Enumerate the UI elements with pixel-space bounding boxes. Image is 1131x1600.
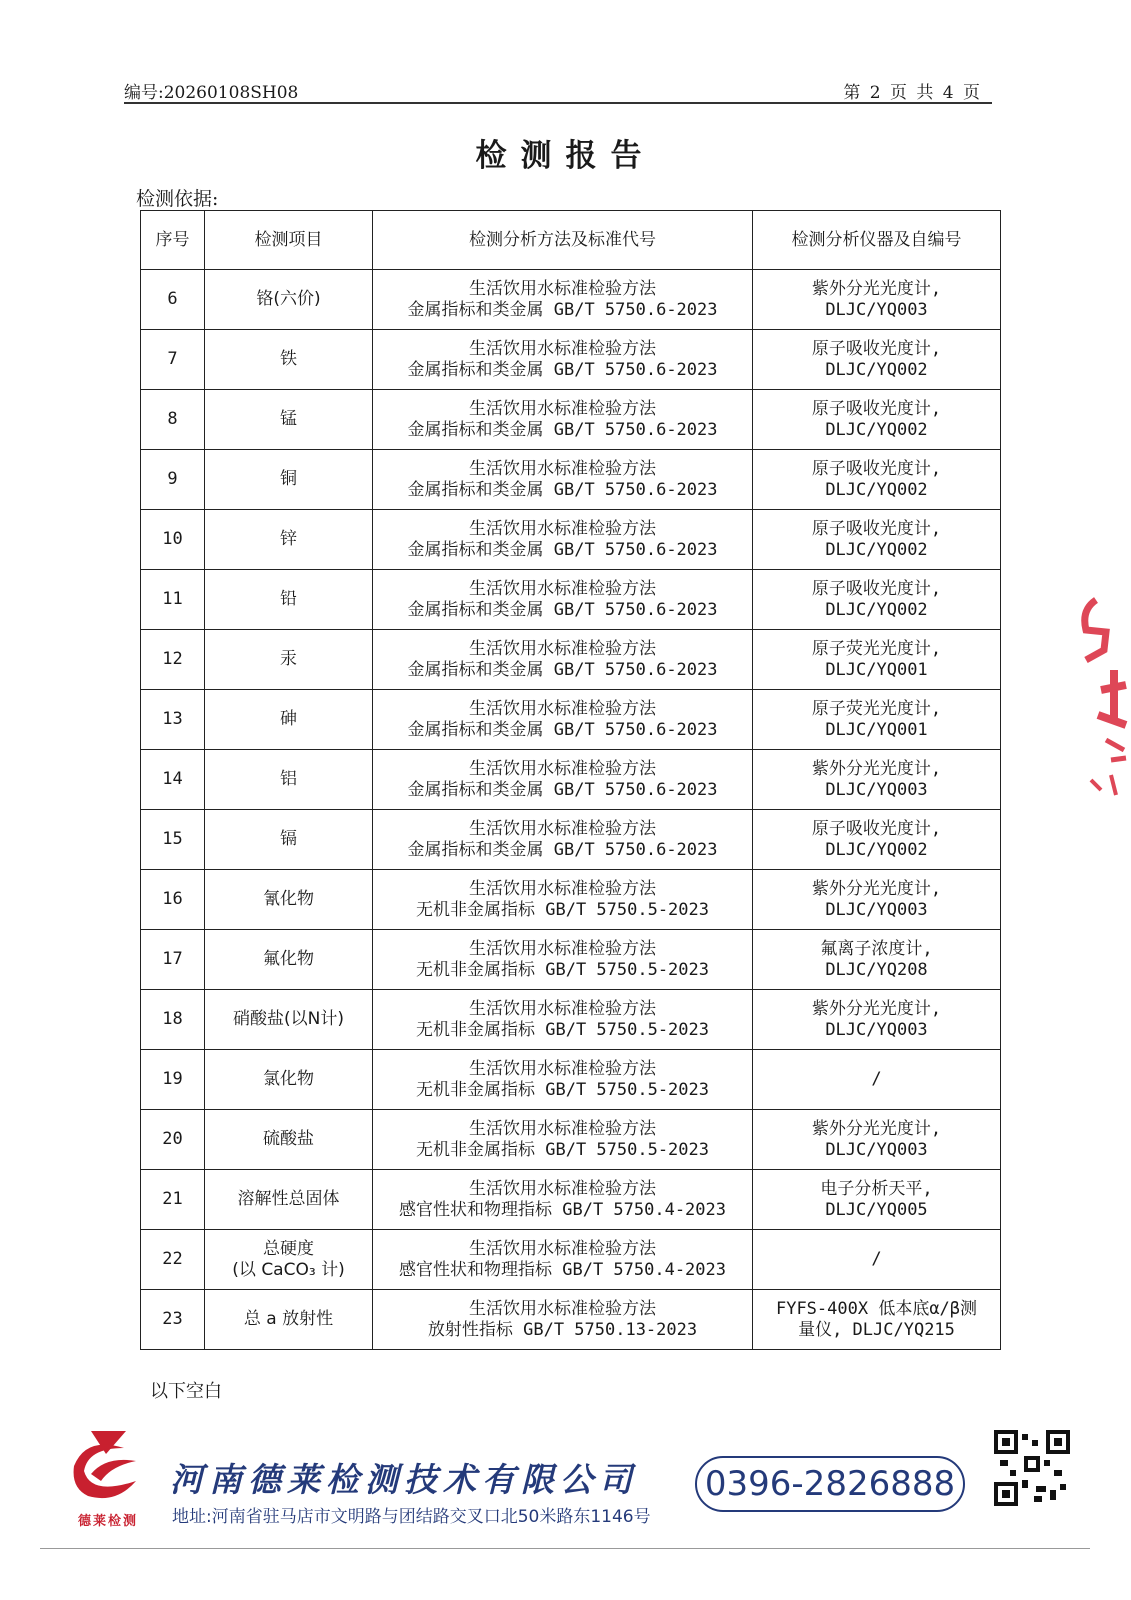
instrument-line-1: / xyxy=(871,1249,882,1269)
item-name: 铜 xyxy=(280,469,297,489)
report-header xyxy=(124,76,992,104)
method-line-2: 金属指标和类金属 GB/T 5750.6-2023 xyxy=(407,719,718,740)
instrument-line-1: 原子吸收光度计, xyxy=(811,458,942,479)
test-item xyxy=(205,690,373,750)
page-indicator: 第 2 页 共 4 页 xyxy=(843,83,982,103)
table-row xyxy=(141,930,1001,990)
method-line-2: 金属指标和类金属 GB/T 5750.6-2023 xyxy=(407,539,718,560)
row-number: 23 xyxy=(141,1290,205,1350)
table-header-row xyxy=(141,211,1001,270)
item-name: 锰 xyxy=(280,409,297,429)
method-line-1: 生活饮用水标准检验方法 xyxy=(469,698,656,719)
method-line-1: 生活饮用水标准检验方法 xyxy=(469,818,656,839)
row-number: 19 xyxy=(141,1050,205,1110)
item-name: 氯化物 xyxy=(263,1069,314,1089)
method-line-1: 生活饮用水标准检验方法 xyxy=(469,578,656,599)
instrument-line-2: 量仪, DLJC/YQ215 xyxy=(798,1319,955,1340)
seal-stamp-fragment xyxy=(1076,590,1131,800)
instrument-line-1: 紫外分光光度计, xyxy=(811,758,942,779)
instrument-line-1: 紫外分光光度计, xyxy=(811,998,942,1019)
table-row xyxy=(141,1230,1001,1290)
bottom-rule xyxy=(40,1548,1090,1549)
item-name: 砷 xyxy=(280,709,297,729)
table-row xyxy=(141,1170,1001,1230)
method-line-1: 生活饮用水标准检验方法 xyxy=(469,1058,656,1079)
instrument-cell xyxy=(753,870,1001,930)
item-name: 硝酸盐(以N计) xyxy=(233,1009,344,1029)
instrument-line-2: DLJC/YQ003 xyxy=(825,1139,928,1160)
method-cell xyxy=(373,990,753,1050)
method-cell xyxy=(373,810,753,870)
method-line-1: 生活饮用水标准检验方法 xyxy=(469,758,656,779)
test-item xyxy=(205,510,373,570)
method-cell xyxy=(373,1110,753,1170)
blank-note: 以下空白 xyxy=(150,1381,222,1402)
method-line-2: 金属指标和类金属 GB/T 5750.6-2023 xyxy=(407,659,718,680)
company-logo-icon xyxy=(66,1426,146,1536)
method-line-2: 放射性指标 GB/T 5750.13-2023 xyxy=(427,1319,698,1340)
item-name: 铝 xyxy=(280,769,297,789)
instrument-cell xyxy=(753,390,1001,450)
method-line-1: 生活饮用水标准检验方法 xyxy=(469,638,656,659)
table-row xyxy=(141,1110,1001,1170)
method-line-2: 无机非金属指标 GB/T 5750.5-2023 xyxy=(416,959,709,980)
method-line-2: 感官性状和物理指标 GB/T 5750.4-2023 xyxy=(399,1259,726,1280)
table-row xyxy=(141,1290,1001,1350)
instrument-cell xyxy=(753,930,1001,990)
instrument-cell xyxy=(753,690,1001,750)
item-name: 硫酸盐 xyxy=(263,1129,314,1149)
instrument-line-2: DLJC/YQ003 xyxy=(825,779,928,800)
instrument-line-1: 紫外分光光度计, xyxy=(811,1118,942,1139)
footer xyxy=(60,1418,1080,1538)
row-number: 15 xyxy=(141,810,205,870)
instrument-cell xyxy=(753,570,1001,630)
method-cell xyxy=(373,750,753,810)
header-item: 检测项目 xyxy=(205,211,373,270)
instrument-line-2: DLJC/YQ002 xyxy=(825,419,928,440)
test-item xyxy=(205,1050,373,1110)
instrument-line-2: DLJC/YQ002 xyxy=(825,839,928,860)
table-row xyxy=(141,870,1001,930)
test-item xyxy=(205,330,373,390)
row-number: 12 xyxy=(141,630,205,690)
item-name: 镉 xyxy=(280,829,297,849)
instrument-line-2: DLJC/YQ002 xyxy=(825,479,928,500)
method-cell xyxy=(373,1050,753,1110)
instrument-cell xyxy=(753,810,1001,870)
row-number: 22 xyxy=(141,1230,205,1290)
method-line-1: 生活饮用水标准检验方法 xyxy=(469,938,656,959)
item-name: 氰化物 xyxy=(263,889,314,909)
instrument-line-1: 氟离子浓度计, xyxy=(820,938,933,959)
method-line-2: 无机非金属指标 GB/T 5750.5-2023 xyxy=(416,1019,709,1040)
test-item xyxy=(205,750,373,810)
row-number: 21 xyxy=(141,1170,205,1230)
instrument-cell xyxy=(753,630,1001,690)
company-phone: 0396-2826888 xyxy=(695,1456,965,1512)
qr-code-icon[interactable] xyxy=(994,1430,1070,1506)
method-cell xyxy=(373,1230,753,1290)
instrument-line-2: DLJC/YQ002 xyxy=(825,359,928,380)
test-item xyxy=(205,870,373,930)
header-instrument: 检测分析仪器及自编号 xyxy=(753,211,1001,270)
method-line-2: 金属指标和类金属 GB/T 5750.6-2023 xyxy=(407,779,718,800)
test-item xyxy=(205,1290,373,1350)
item-name: 氟化物 xyxy=(263,949,314,969)
row-number: 16 xyxy=(141,870,205,930)
table-row xyxy=(141,630,1001,690)
method-cell xyxy=(373,330,753,390)
row-number: 18 xyxy=(141,990,205,1050)
instrument-cell xyxy=(753,270,1001,330)
table-row xyxy=(141,510,1001,570)
instrument-line-2: DLJC/YQ208 xyxy=(825,959,928,980)
table-row xyxy=(141,450,1001,510)
test-item xyxy=(205,810,373,870)
method-line-2: 金属指标和类金属 GB/T 5750.6-2023 xyxy=(407,839,718,860)
table-row xyxy=(141,810,1001,870)
method-line-2: 金属指标和类金属 GB/T 5750.6-2023 xyxy=(407,419,718,440)
table-row xyxy=(141,270,1001,330)
method-cell xyxy=(373,690,753,750)
method-cell xyxy=(373,1170,753,1230)
method-line-2: 无机非金属指标 GB/T 5750.5-2023 xyxy=(416,1139,709,1160)
row-number: 11 xyxy=(141,570,205,630)
company-address: 地址:河南省驻马店市文明路与团结路交叉口北50米路东1146号 xyxy=(172,1507,651,1527)
test-item xyxy=(205,1170,373,1230)
instrument-line-2: DLJC/YQ005 xyxy=(825,1199,928,1220)
method-line-1: 生活饮用水标准检验方法 xyxy=(469,1118,656,1139)
method-line-2: 无机非金属指标 GB/T 5750.5-2023 xyxy=(416,1079,709,1100)
header-method: 检测分析方法及标准代号 xyxy=(373,211,753,270)
method-line-2: 无机非金属指标 GB/T 5750.5-2023 xyxy=(416,899,709,920)
instrument-line-1: 原子荧光光度计, xyxy=(811,638,942,659)
basis-table xyxy=(140,210,1001,1350)
method-cell xyxy=(373,450,753,510)
instrument-cell xyxy=(753,1050,1001,1110)
instrument-line-2: DLJC/YQ003 xyxy=(825,899,928,920)
instrument-line-2: DLJC/YQ003 xyxy=(825,1019,928,1040)
method-line-2: 金属指标和类金属 GB/T 5750.6-2023 xyxy=(407,299,718,320)
method-line-2: 感官性状和物理指标 GB/T 5750.4-2023 xyxy=(399,1199,726,1220)
instrument-line-1: 原子荧光光度计, xyxy=(811,698,942,719)
method-cell xyxy=(373,930,753,990)
instrument-line-2: DLJC/YQ001 xyxy=(825,659,928,680)
row-number: 20 xyxy=(141,1110,205,1170)
instrument-cell xyxy=(753,510,1001,570)
method-line-2: 金属指标和类金属 GB/T 5750.6-2023 xyxy=(407,359,718,380)
row-number: 6 xyxy=(141,270,205,330)
method-line-1: 生活饮用水标准检验方法 xyxy=(469,338,656,359)
item-name: 溶解性总固体 xyxy=(237,1189,340,1209)
method-line-1: 生活饮用水标准检验方法 xyxy=(469,998,656,1019)
method-line-1: 生活饮用水标准检验方法 xyxy=(469,878,656,899)
test-item xyxy=(205,990,373,1050)
method-cell xyxy=(373,270,753,330)
instrument-cell xyxy=(753,1290,1001,1350)
table-row xyxy=(141,690,1001,750)
table-row xyxy=(141,1050,1001,1110)
method-cell xyxy=(373,1290,753,1350)
method-cell xyxy=(373,570,753,630)
row-number: 8 xyxy=(141,390,205,450)
item-name: 汞 xyxy=(280,649,297,669)
method-line-1: 生活饮用水标准检验方法 xyxy=(469,398,656,419)
instrument-line-2: DLJC/YQ002 xyxy=(825,599,928,620)
method-cell xyxy=(373,870,753,930)
header-no: 序号 xyxy=(141,211,205,270)
instrument-cell xyxy=(753,330,1001,390)
table-row xyxy=(141,990,1001,1050)
table-row xyxy=(141,750,1001,810)
method-line-1: 生活饮用水标准检验方法 xyxy=(469,458,656,479)
test-item xyxy=(205,450,373,510)
basis-label: 检测依据: xyxy=(136,188,219,210)
table-row xyxy=(141,570,1001,630)
test-item xyxy=(205,630,373,690)
instrument-line-1: 原子吸收光度计, xyxy=(811,518,942,539)
item-name: 锌 xyxy=(280,529,297,549)
method-line-1: 生活饮用水标准检验方法 xyxy=(469,518,656,539)
method-line-1: 生活饮用水标准检验方法 xyxy=(469,1238,656,1259)
test-item xyxy=(205,270,373,330)
instrument-line-1: 原子吸收光度计, xyxy=(811,398,942,419)
test-item xyxy=(205,570,373,630)
report-number: 编号:20260108SH08 xyxy=(124,83,299,103)
item-name: 总 a 放射性 xyxy=(243,1309,334,1329)
item-name: 铬(六价) xyxy=(256,289,321,309)
test-item xyxy=(205,390,373,450)
item-note: (以 CaCO₃ 计) xyxy=(232,1259,345,1280)
row-number: 10 xyxy=(141,510,205,570)
instrument-line-2: DLJC/YQ003 xyxy=(825,299,928,320)
row-number: 7 xyxy=(141,330,205,390)
instrument-cell xyxy=(753,990,1001,1050)
instrument-line-2: DLJC/YQ001 xyxy=(825,719,928,740)
test-item xyxy=(205,930,373,990)
test-item xyxy=(205,1230,373,1290)
instrument-line-1: / xyxy=(871,1069,882,1089)
table-row xyxy=(141,390,1001,450)
instrument-line-1: FYFS-400X 低本底α/β测 xyxy=(775,1298,978,1319)
item-name: 铁 xyxy=(280,349,297,369)
method-cell xyxy=(373,510,753,570)
instrument-cell xyxy=(753,1170,1001,1230)
instrument-line-2: DLJC/YQ002 xyxy=(825,539,928,560)
table-row xyxy=(141,330,1001,390)
item-name: 铅 xyxy=(280,589,297,609)
instrument-cell xyxy=(753,750,1001,810)
instrument-line-1: 原子吸收光度计, xyxy=(811,338,942,359)
company-name: 河南德莱检测技术有限公司 xyxy=(170,1460,638,1499)
method-line-1: 生活饮用水标准检验方法 xyxy=(469,278,656,299)
report-title: 检测报告 xyxy=(475,138,656,174)
item-name: 总硬度 xyxy=(263,1238,314,1259)
method-cell xyxy=(373,630,753,690)
row-number: 14 xyxy=(141,750,205,810)
instrument-cell xyxy=(753,1110,1001,1170)
method-line-1: 生活饮用水标准检验方法 xyxy=(469,1178,656,1199)
instrument-cell xyxy=(753,1230,1001,1290)
method-cell xyxy=(373,390,753,450)
row-number: 13 xyxy=(141,690,205,750)
row-number: 9 xyxy=(141,450,205,510)
instrument-line-1: 原子吸收光度计, xyxy=(811,578,942,599)
row-number: 17 xyxy=(141,930,205,990)
method-line-1: 生活饮用水标准检验方法 xyxy=(469,1298,656,1319)
instrument-line-1: 电子分析天平, xyxy=(820,1178,933,1199)
instrument-cell xyxy=(753,450,1001,510)
instrument-line-1: 原子吸收光度计, xyxy=(811,818,942,839)
method-line-2: 金属指标和类金属 GB/T 5750.6-2023 xyxy=(407,479,718,500)
instrument-line-1: 紫外分光光度计, xyxy=(811,278,942,299)
logo-text: 德莱检测 xyxy=(78,1514,139,1529)
test-item xyxy=(205,1110,373,1170)
method-line-2: 金属指标和类金属 GB/T 5750.6-2023 xyxy=(407,599,718,620)
instrument-line-1: 紫外分光光度计, xyxy=(811,878,942,899)
